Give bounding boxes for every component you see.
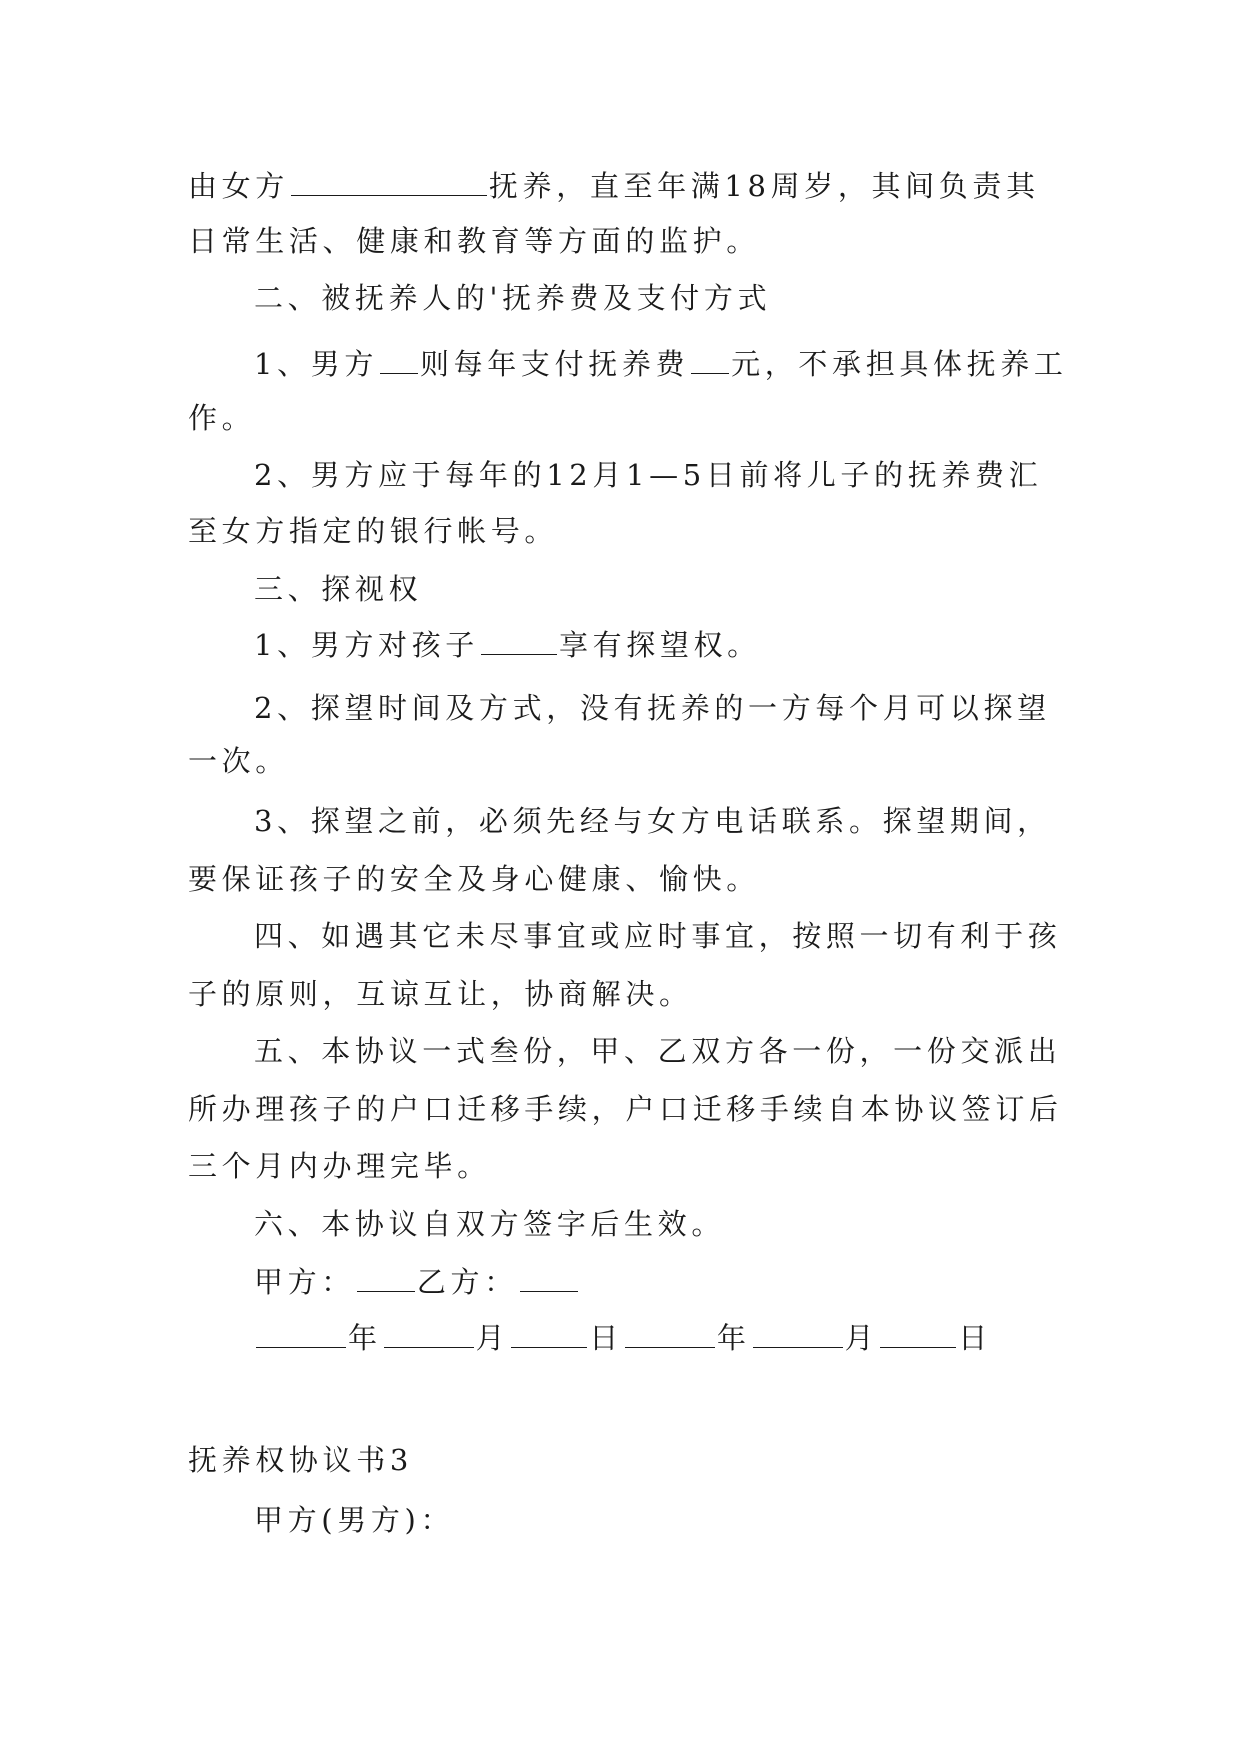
text-line: 五、本协议一式叁份，甲、乙双方各一份，一份交派出 [254,1034,1062,1068]
text-line: 日常生活、健康和教育等方面的监护。 [188,224,760,258]
blank-line [880,1321,956,1348]
text-line: 2、探望时间及方式，没有抚养的一方每个月可以探望 [254,691,1051,725]
text-line: 六、本协议自双方签字后生效。 [254,1207,725,1241]
date-line: 年 月 日 年 月 日 [254,1318,992,1358]
text-line: 1、男方 则每年支付抚养费 元，不承担具体抚养工 [254,347,1068,381]
blank-line [520,1265,578,1292]
text-line: 子的原则，互谅互让，协商解决。 [188,977,693,1011]
text-line: 1、男方对孩子 享有探望权。 [254,628,761,662]
blank-line [380,347,418,374]
document-title: 抚养权协议书3 [188,1443,413,1477]
blank-line [511,1321,587,1348]
text-line: 一次。 [188,744,289,778]
party-label: 甲方(男方)： [254,1503,455,1537]
blank-line [291,169,487,196]
blank-line [753,1321,843,1348]
text-line: 四、如遇其它未尽事宜或应时事宜，按照一切有利于孩 [254,919,1062,953]
text-line: 由女方 抚养，直至年满18周岁，其间负责其 [188,169,1040,203]
text-line: 2、男方应于每年的12月1—5日前将儿子的抚养费汇 [254,458,1043,492]
section-heading: 二、被抚养人的'抚养费及支付方式 [254,281,772,315]
text-line: 至女方指定的银行帐号。 [188,514,559,548]
text-line: 三个月内办理完毕。 [188,1149,491,1183]
text-line: 所办理孩子的户口迁移手续，户口迁移手续自本协议签订后 [188,1092,1063,1126]
text-line: 要保证孩子的安全及身心健康、愉快。 [188,862,760,896]
blank-line [625,1321,715,1348]
signature-line: 甲方： 乙方： [254,1262,580,1302]
blank-line [357,1265,415,1292]
blank-line [384,1321,474,1348]
section-heading: 三、探视权 [254,572,423,606]
blank-line [691,347,729,374]
text-line: 3、探望之前，必须先经与女方电话联系。探望期间， [254,804,1051,838]
text-line: 作。 [188,401,256,435]
blank-line [481,628,557,655]
blank-line [256,1321,346,1348]
